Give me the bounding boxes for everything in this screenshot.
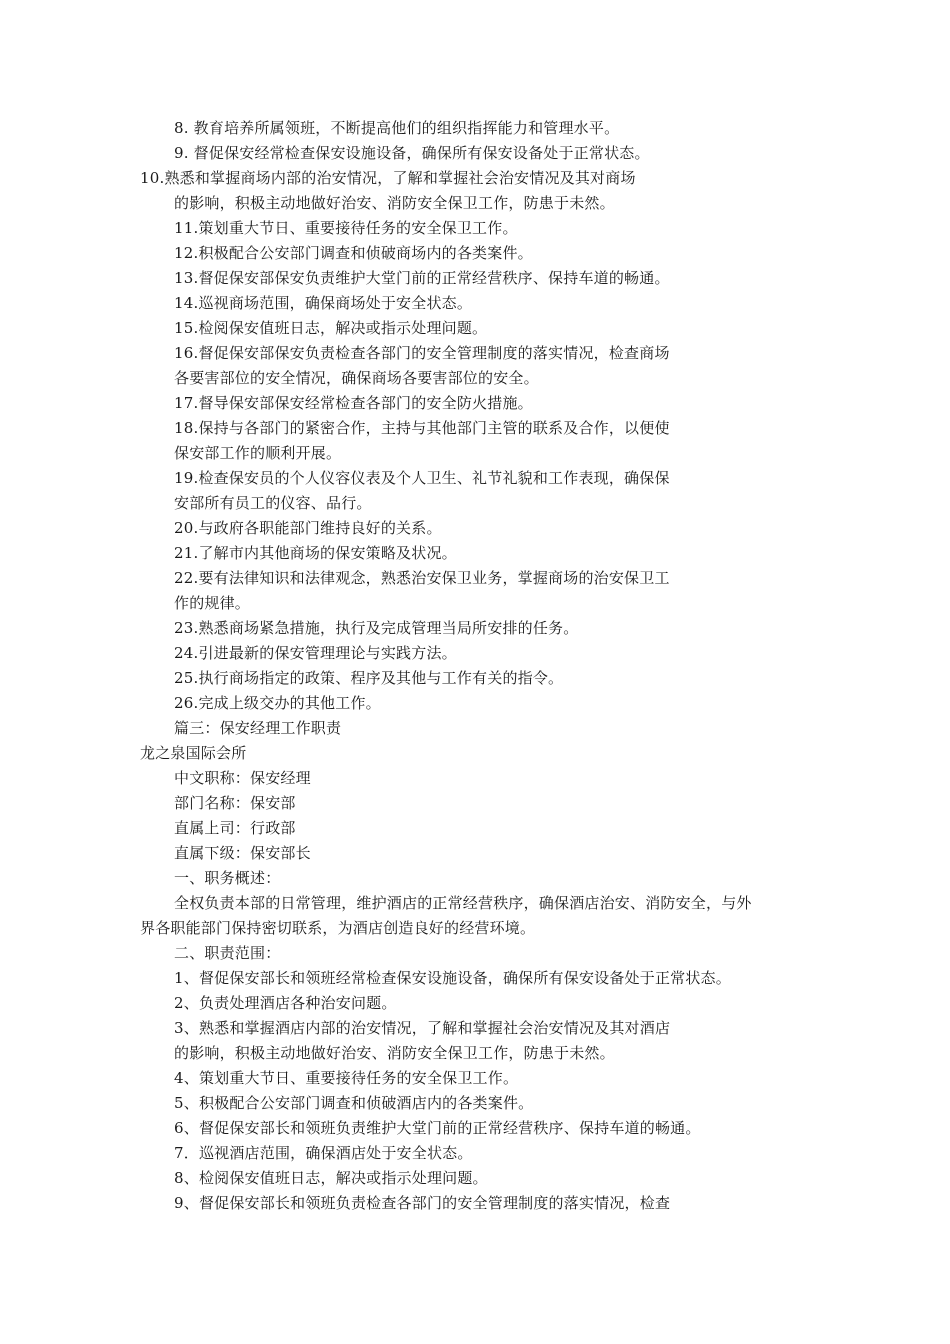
text-line: 4、策划重大节日、重要接待任务的安全保卫工作。 bbox=[174, 1069, 519, 1087]
text-line: 3、熟悉和掌握酒店内部的治安情况，了解和掌握社会治安情况及其对酒店 bbox=[174, 1019, 671, 1037]
subsection-heading: 一、职务概述： bbox=[174, 869, 281, 887]
text-line: 14.巡视商场范围，确保商场处于安全状态。 bbox=[174, 294, 473, 312]
text-line: 9. 督促保安经常检查保安设施设备，确保所有保安设备处于正常状态。 bbox=[174, 144, 650, 162]
text-line: 23.熟悉商场紧急措施，执行及完成管理当局所安排的任务。 bbox=[174, 619, 579, 637]
text-line: 22.要有法律知识和法律观念，熟悉治安保卫业务，掌握商场的治安保卫工 bbox=[174, 569, 670, 587]
text-line: 13.督促保安部保安负责维护大堂门前的正常经营秩序、保持车道的畅通。 bbox=[174, 269, 670, 287]
text-line: 2、负责处理酒店各种治安问题。 bbox=[174, 994, 397, 1012]
text-line: 18.保持与各部门的紧密合作，主持与其他部门主管的联系及合作，以便使 bbox=[174, 419, 670, 437]
text-line: 作的规律。 bbox=[174, 594, 251, 612]
text-line: 16.督促保安部保安负责检查各部门的安全管理制度的落实情况，检查商场 bbox=[174, 344, 670, 362]
text-line: 的影响，积极主动地做好治安、消防安全保卫工作，防患于未然。 bbox=[174, 1044, 615, 1062]
text-line: 24.引进最新的保安管理理论与实践方法。 bbox=[174, 644, 457, 662]
text-line: 的影响，积极主动地做好治安、消防安全保卫工作，防患于未然。 bbox=[174, 194, 615, 212]
text-line: 8、检阅保安值班日志，解决或指示处理问题。 bbox=[174, 1169, 488, 1187]
text-line: 部门名称：保安部 bbox=[174, 794, 296, 812]
subsection-heading: 二、职责范围： bbox=[174, 944, 281, 962]
text-line: 界各职能部门保持密切联系，为酒店创造良好的经营环境。 bbox=[140, 919, 536, 937]
text-line: 9、督促保安部长和领班负责检查各部门的安全管理制度的落实情况，检查 bbox=[174, 1194, 671, 1212]
text-line: 6、督促保安部长和领班负责维护大堂门前的正常经营秩序、保持车道的畅通。 bbox=[174, 1119, 701, 1137]
text-line: 1、督促保安部长和领班经常检查保安设施设备，确保所有保安设备处于正常状态。 bbox=[174, 969, 731, 987]
text-line: 直属下级：保安部长 bbox=[174, 844, 311, 862]
section-heading: 篇三：保安经理工作职责 bbox=[174, 719, 342, 737]
text-line: 7．巡视酒店范围，确保酒店处于安全状态。 bbox=[174, 1144, 473, 1162]
text-line: 15.检阅保安值班日志，解决或指示处理问题。 bbox=[174, 319, 488, 337]
text-line: 安部所有员工的仪容、品行。 bbox=[174, 494, 372, 512]
text-line: 20.与政府各职能部门维持良好的关系。 bbox=[174, 519, 442, 537]
text-line: 直属上司：行政部 bbox=[174, 819, 296, 837]
text-line: 8. 教育培养所属领班，不断提高他们的组织指挥能力和管理水平。 bbox=[174, 119, 620, 137]
text-line: 中文职称：保安经理 bbox=[174, 769, 311, 787]
text-line: 10.熟悉和掌握商场内部的治安情况，了解和掌握社会治安情况及其对商场 bbox=[140, 169, 636, 187]
text-line: 12.积极配合公安部门调查和侦破商场内的各类案件。 bbox=[174, 244, 533, 262]
organization-name: 龙之泉国际会所 bbox=[140, 744, 247, 762]
text-line: 保安部工作的顺利开展。 bbox=[174, 444, 342, 462]
text-line: 全权负责本部的日常管理，维护酒店的正常经营秩序，确保酒店治安、消防安全，与外 bbox=[174, 894, 752, 912]
text-line: 19.检查保安员的个人仪容仪表及个人卫生、礼节礼貌和工作表现，确保保 bbox=[174, 469, 670, 487]
text-line: 26.完成上级交办的其他工作。 bbox=[174, 694, 381, 712]
text-line: 25.执行商场指定的政策、程序及其他与工作有关的指令。 bbox=[174, 669, 564, 687]
text-line: 21.了解市内其他商场的保安策略及状况。 bbox=[174, 544, 457, 562]
text-line: 5、积极配合公安部门调查和侦破酒店内的各类案件。 bbox=[174, 1094, 534, 1112]
text-line: 11.策划重大节日、重要接待任务的安全保卫工作。 bbox=[174, 219, 518, 237]
text-line: 各要害部位的安全情况，确保商场各要害部位的安全。 bbox=[174, 369, 539, 387]
text-line: 17.督导保安部保安经常检查各部门的安全防火措施。 bbox=[174, 394, 533, 412]
